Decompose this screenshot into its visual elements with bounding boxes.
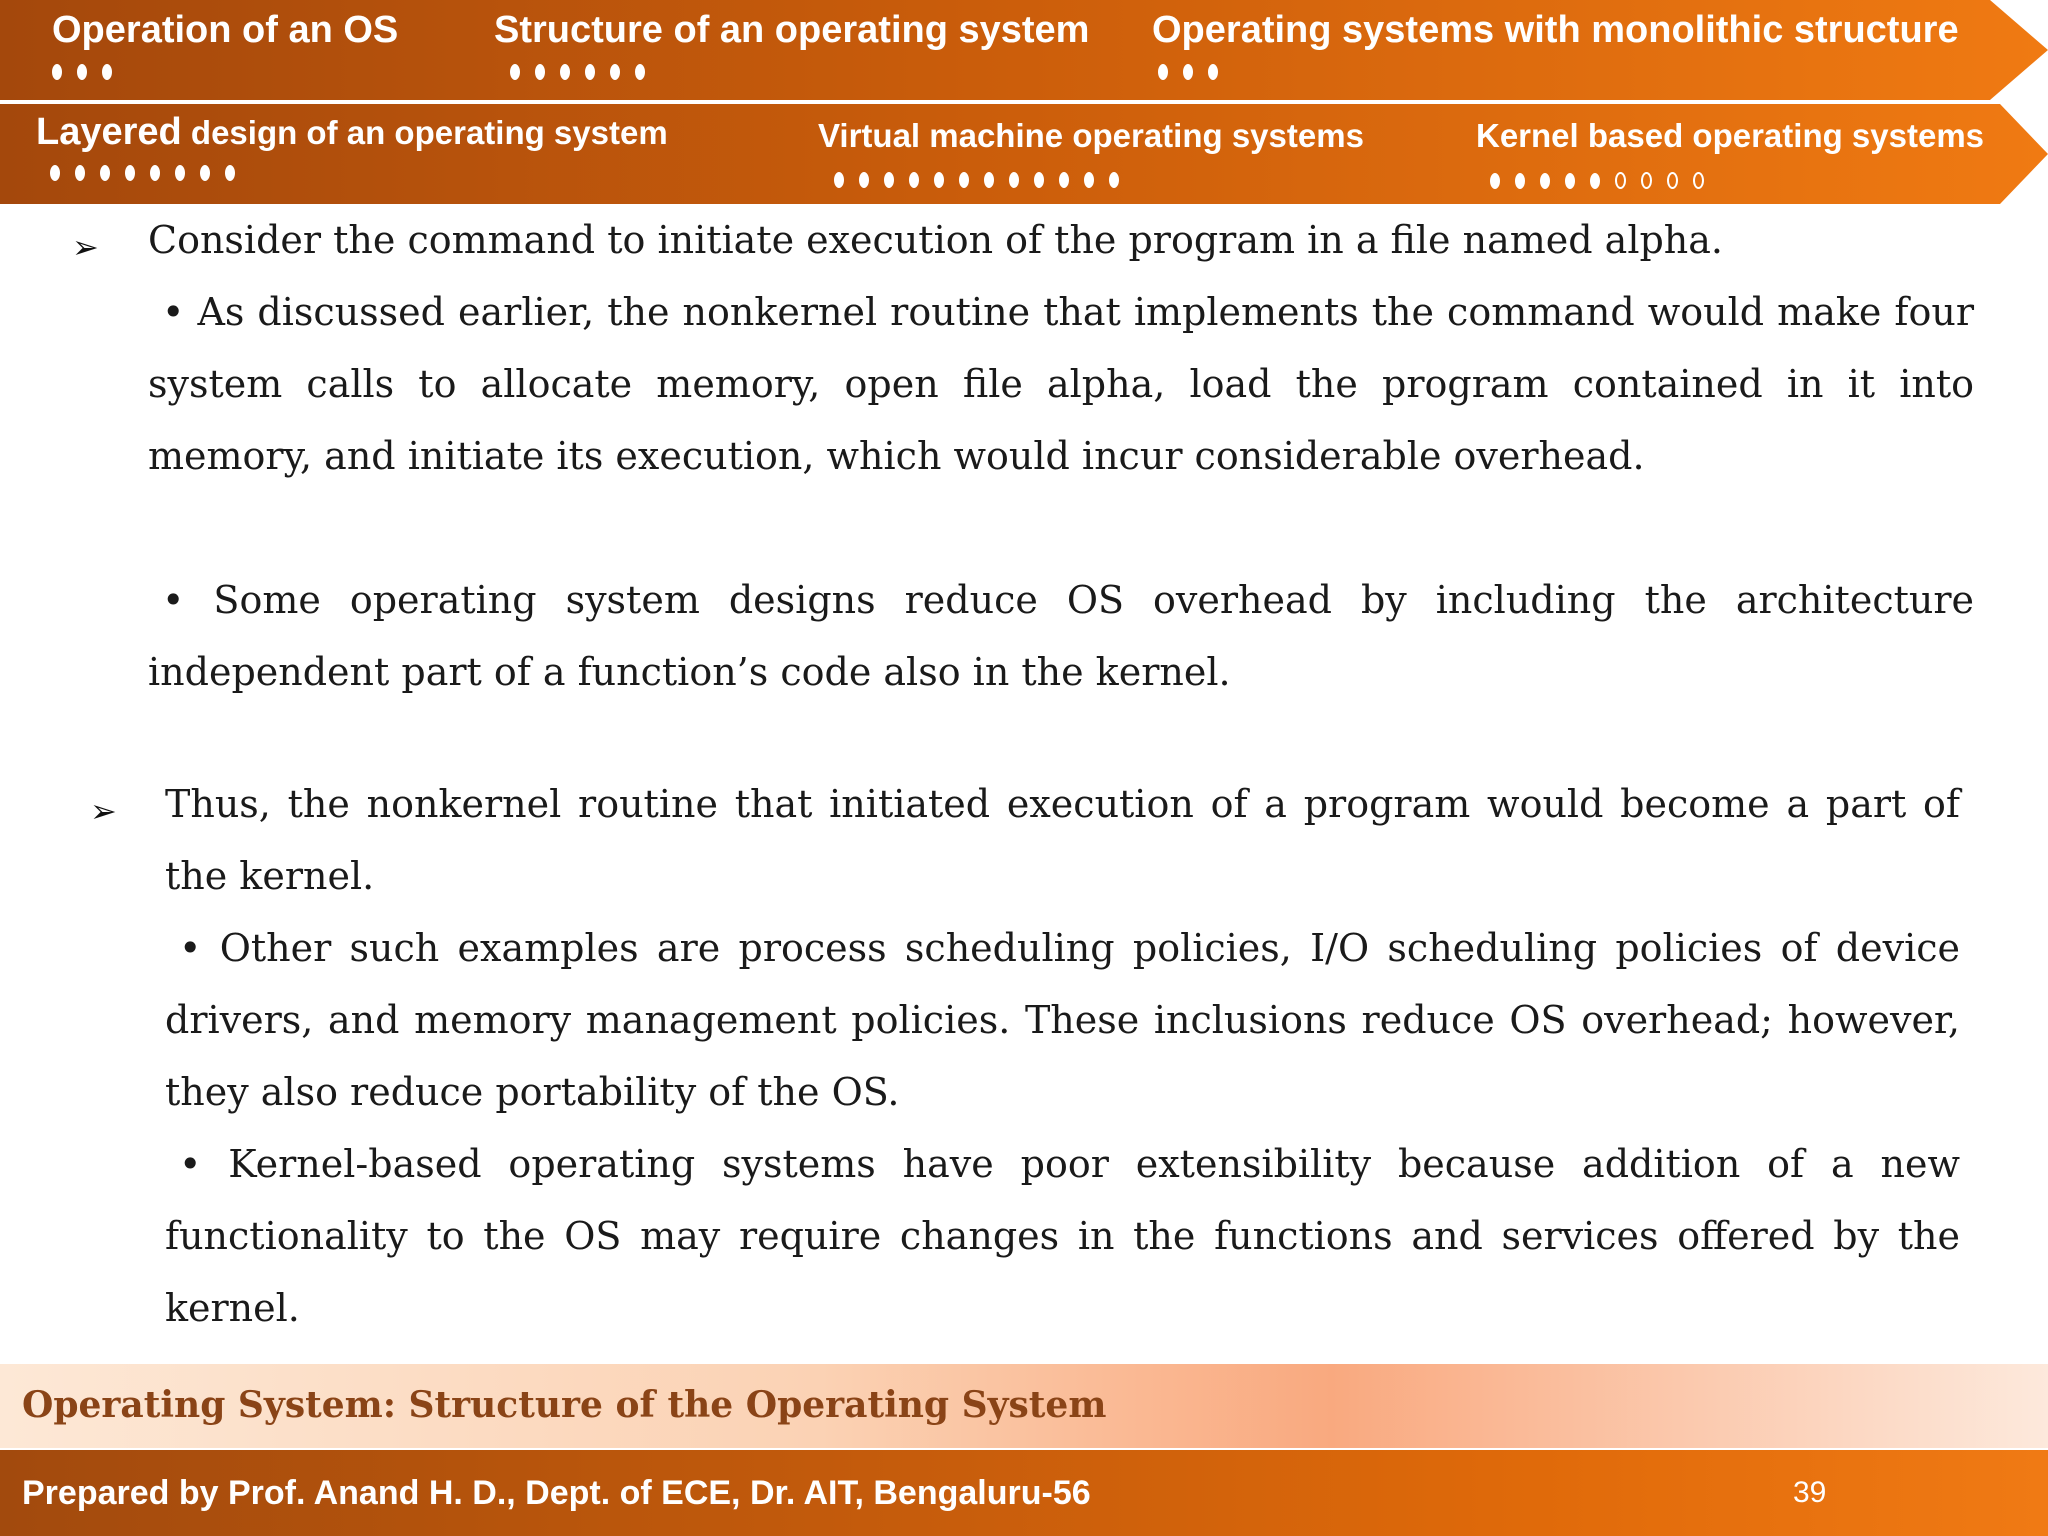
arrow-bullet-icon: ➢ — [72, 228, 99, 266]
progress-dot — [1565, 173, 1575, 189]
progress-dot — [560, 64, 570, 80]
progress-dot — [1009, 172, 1019, 188]
progress-dot — [1084, 172, 1094, 188]
progress-dot — [225, 165, 235, 181]
progress-dot — [884, 172, 894, 188]
nav-item-label: Operating systems with monolithic structure — [1152, 9, 1959, 51]
progress-dot — [510, 64, 520, 80]
nav-item-monolithic-structure[interactable] — [1152, 8, 1959, 80]
nav-item-structure-of-os[interactable] — [494, 8, 1089, 80]
nav-item-label — [36, 110, 668, 155]
footer-title: Operating System: Structure of the Operating System — [22, 1384, 1107, 1426]
nav-progress-dots — [1490, 172, 1984, 189]
block1-bullet-1: • As discussed earlier, the nonkernel routine that implements the command would make four system calls to allocate memory, open file alpha, load the program contained in it into memory, and initiate its execution, which would incur considerable overhead. — [148, 290, 1974, 478]
progress-dot — [1515, 173, 1525, 189]
block1-bullet-2: • Some operating system designs reduce OS overhead by including the architecture independent part of a function’s code also in the kernel. — [148, 578, 1974, 694]
block2-bullet-2: • Kernel-based operating systems have poor extensibility because addition of a new functionality to the OS may require changes in the functions and services offered by the kernel. — [165, 1142, 1960, 1330]
nav-item-label: Kernel based operating systems — [1476, 117, 1985, 154]
progress-dot — [1540, 173, 1550, 189]
nav-progress-dots — [834, 172, 1364, 188]
nav-item-label: Operation of an OS — [52, 9, 399, 51]
block2-bullet-1: • Other such examples are process scheduling policies, I/O scheduling policies of device drivers, and memory management policies. These inclusions reduce OS overhead; however, they also reduce portability of the OS. — [165, 926, 1960, 1114]
footer-bar — [0, 1450, 2048, 1536]
progress-dot-hollow — [1615, 172, 1626, 189]
progress-dot — [200, 165, 210, 181]
progress-dot — [834, 172, 844, 188]
progress-dot — [50, 165, 60, 181]
nav-progress-dots — [52, 64, 398, 80]
progress-dot-hollow — [1641, 172, 1652, 189]
progress-dot — [959, 172, 969, 188]
progress-dot — [859, 172, 869, 188]
footer-title-bar — [0, 1364, 2048, 1448]
progress-dot — [52, 64, 62, 80]
arrow-bullet-icon: ➢ — [90, 792, 117, 830]
progress-dot — [1590, 173, 1600, 189]
footer-credit: Prepared by Prof. Anand H. D., Dept. of ECE, Dr. AIT, Bengaluru-56 — [22, 1474, 1091, 1512]
progress-dot — [934, 172, 944, 188]
nav-progress-dots — [1158, 64, 1959, 80]
progress-dot — [77, 64, 87, 80]
progress-dot-hollow — [1693, 172, 1704, 189]
nav-item-kernel-based[interactable] — [1476, 114, 1984, 189]
nav-item-virtual-machine[interactable] — [818, 114, 1364, 188]
progress-dot — [1034, 172, 1044, 188]
progress-dot — [125, 165, 135, 181]
nav-progress-dots — [510, 64, 1089, 80]
progress-dot — [150, 165, 160, 181]
progress-dot — [75, 165, 85, 181]
progress-dot — [585, 64, 595, 80]
nav-item-operation-of-os[interactable] — [52, 8, 398, 80]
progress-dot — [635, 64, 645, 80]
progress-dot — [984, 172, 994, 188]
progress-dot — [1208, 64, 1218, 80]
progress-dot — [1158, 64, 1168, 80]
nav-item-layered-design[interactable] — [36, 110, 668, 181]
block1-heading: Consider the command to initiate execution of the program in a file named alpha. — [148, 218, 1724, 262]
nav-item-label-lead: Layered — [36, 111, 182, 153]
progress-dot — [100, 165, 110, 181]
progress-dot — [1183, 64, 1193, 80]
page-number: 39 — [1793, 1476, 1827, 1509]
progress-dot — [1059, 172, 1069, 188]
nav-progress-dots — [50, 165, 668, 181]
progress-dot — [175, 165, 185, 181]
block2-heading: Thus, the nonkernel routine that initiated execution of a program would become a part of the kernel. — [165, 782, 1960, 898]
progress-dot — [610, 64, 620, 80]
nav-item-label: Virtual machine operating systems — [818, 117, 1364, 154]
progress-dot-hollow — [1667, 172, 1678, 189]
progress-dot — [1490, 173, 1500, 189]
progress-dot — [1109, 172, 1119, 188]
progress-dot — [909, 172, 919, 188]
nav-item-label: Structure of an operating system — [494, 9, 1090, 51]
progress-dot — [102, 64, 112, 80]
progress-dot — [535, 64, 545, 80]
nav-item-label-rest: design of an operating system — [181, 114, 668, 151]
